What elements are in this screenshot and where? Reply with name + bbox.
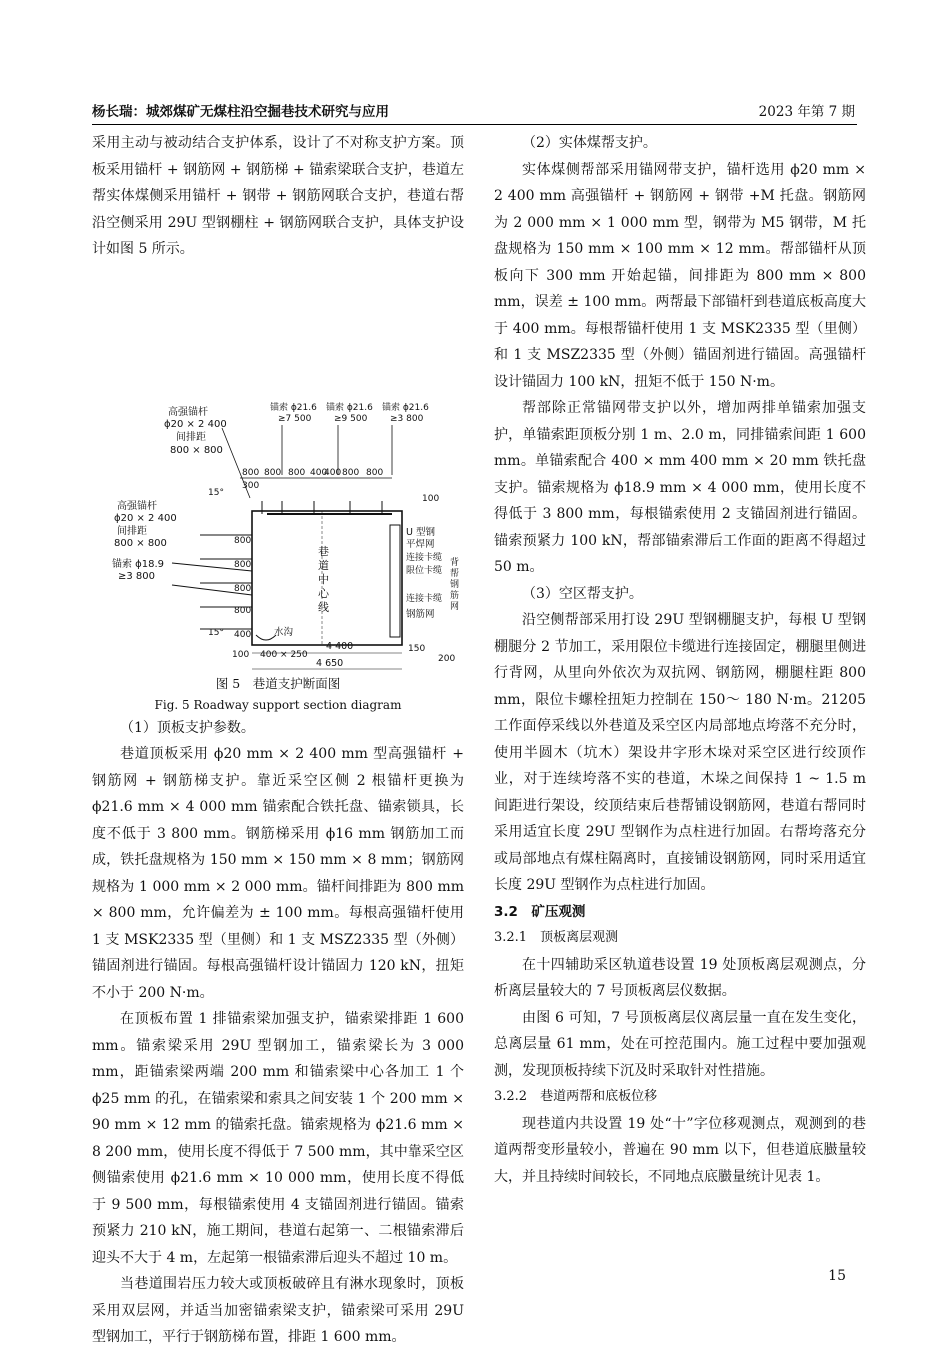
label-side-cable-len: ≥3 800: [118, 570, 156, 582]
label-cable-1: 锚索 ϕ21.6: [270, 402, 317, 413]
label-side-cable: 锚索 ϕ18.9: [112, 558, 165, 570]
dim-top-1: 800: [242, 467, 260, 478]
figure-5: [92, 263, 464, 673]
centerline-5: 线: [318, 600, 329, 614]
paragraph: 在十四辅助采区轨道巷设置 19 处顶板离层观测点，分析离层量较大的 7 号顶板离层仪数据。: [494, 956, 866, 999]
centerline-2: 道: [318, 558, 329, 572]
label-side-spacing: 间排距: [117, 525, 147, 537]
paragraph: 巷道顶板采用 ϕ20 mm × 2 400 mm 型高强锚杆 + 钢筋网 + 钢筋梯支护。靠近采空区侧 2 根锚杆更换为 ϕ21.6 mm × 4 000 mm 锚索配合铁托盘、锚索锁具，长度不低于 3 800 mm。钢筋梯采用 ϕ16 mm 钢筋加工而成，铁托盘规格为 150 mm × 150 mm × 8 mm；钢筋网规格为 1 000 mm × 2 000 mm。锚杆间排距为 800 mm × 800 mm，允许偏差为 ± 100 mm。每根高强锚杆使用 1 支 MSK2335 型（里侧）和 1 支 MSZ2335 型（外侧）锚固剂进行锚固。每根高强锚杆设计锚固力 120 kN，扭矩不小于 200 N·m。: [92, 746, 464, 1001]
running-header-title: 杨长瑞：城郊煤矿无煤柱沿空掘巷技术研究与应用: [92, 104, 389, 120]
label-cable-2-len: ≥9 500: [334, 413, 368, 424]
dim-v800-4: 800: [234, 605, 252, 616]
dim-top-6: 800: [342, 467, 360, 478]
dim-100-bottom: 100: [232, 649, 250, 660]
label-back-5: 网: [450, 601, 460, 612]
label-spacing-value: 800 × 800: [170, 444, 223, 456]
label-angle-bottom: 15°: [208, 627, 224, 638]
page-number: 15: [828, 1268, 846, 1284]
left-column: [92, 130, 464, 1351]
dim-v800-3: 800: [234, 583, 252, 594]
paragraph: 在顶板布置 1 排锚索梁加强支护，锚索梁排距 1 600 mm。锚索梁采用 29U 型钢加工，锚索梁长为 3 000 mm，距锚索梁两端 200 mm 和锚索梁中心各加工 1 个 ϕ25 mm 的孔，在锚索梁和索具之间安装 1 个 200 mm × 90 mm × 12 mm 的锚索托盘。锚索规格为 ϕ21.6 mm × 8 200 mm，使用长度不得低于 7 500 mm，其中靠采空区侧锚索使用 ϕ21.6 mm × 10 000 mm，使用长度不得低于 9 500 mm，每根锚索使用 4 支锚固剂进行锚固。锚索预紧力 210 kN，施工期间，巷道右起第一、二根锚索滞后迎头不大于 4 m，左起第一根锚索滞后迎头不超过 10 m。: [92, 1011, 464, 1266]
section-heading: 3.2 矿压观测: [494, 903, 586, 920]
dim-v800-1: 800: [234, 535, 252, 546]
paragraph: 实体煤侧帮部采用锚网带支护，锚杆选用 ϕ20 mm × 2 400 mm 高强锚杆 + 钢筋网 + 钢带 +M 托盘。钢筋网为 2 000 mm × 1 000 mm 型，钢带为 M5 钢带，M 托盘规格为 150 mm × 100 mm × 12 mm。帮部锚杆从顶板向下 300 mm 开始起锚，间排距为 800 mm × 800 mm，误差 ± 100 mm。两帮最下部锚杆到巷道底板高度大于 400 mm。每根帮锚杆使用 1 支 MSK2335 型（里侧）和 1 支 MSZ2335 型（外侧）锚固剂进行锚固。高强锚杆设计锚固力 100 kN，扭矩不低于 150 N·m。: [494, 161, 866, 390]
label-cable-3: 锚索 ϕ21.6: [382, 402, 429, 413]
label-ditch: 水沟: [274, 626, 294, 638]
running-header-issue: 2023 年第 7 期: [758, 104, 855, 120]
dim-top-2: 800: [264, 467, 282, 478]
label-connect-clamp-1: 连接卡缆: [406, 552, 443, 563]
dim-v400: 400: [234, 629, 252, 640]
centerline-4: 心: [318, 586, 329, 600]
paragraph: 当巷道围岩压力较大或顶板破碎且有淋水现象时，顶板采用双层网，并适当加密锚索梁支护，锚索梁可采用 29U 型钢加工，平行于钢筋梯布置，排距 1 600 mm。: [92, 1276, 464, 1345]
figure-caption-cn: 图 5 巷道支护断面图: [215, 675, 341, 691]
dim-top-5: 400: [324, 467, 342, 478]
label-u-steel: U 型钢: [406, 526, 435, 538]
label-side-spacing-value: 800 × 800: [114, 537, 167, 549]
right-column: [494, 130, 866, 1190]
dim-100-right: 100: [422, 493, 440, 504]
subsection-heading: 3.2.1 顶板离层观测: [494, 930, 619, 945]
label-back-3: 钢: [450, 579, 460, 590]
label-steel-mesh: 钢筋网: [406, 608, 435, 620]
label-connect-clamp-2: 连接卡缆: [406, 593, 443, 604]
dim-300: 300: [242, 480, 260, 491]
label-bolt-spec: ϕ20 × 2 400: [164, 418, 227, 430]
paragraph: 现巷道内共设置 19 处“十”字位移观测点，观测到的巷道两帮变形量较小，普遍在 90 mm 以下，但巷道底臌量较大，并且持续时间较长，不同地点底臌量统计见表 1。: [494, 1115, 866, 1185]
label-side-bolt: 高强锚杆: [117, 500, 157, 512]
subsection-heading: 3.2.2 巷道两帮和底板位移: [494, 1089, 658, 1104]
paragraph: 由图 6 可知，7 号顶板离层仪离层量一直在发生变化，总离层量 61 mm，处在可控范围内。施工过程中要加强观测，发现顶板持续下沉及时采取针对性措施。: [494, 1009, 866, 1079]
label-back-2: 帮: [450, 568, 460, 579]
label-side-bolt-spec: ϕ20 × 2 400: [114, 512, 177, 524]
dim-ditch: 400 × 250: [260, 649, 308, 660]
label-back-1: 背: [450, 557, 460, 568]
list-item-heading: （2）实体煤帮支护。: [522, 135, 657, 151]
dim-4400: 4 400: [326, 640, 354, 652]
list-item-heading: （3）空区帮支护。: [522, 585, 643, 602]
label-cable-3-len: ≥3 800: [390, 413, 424, 424]
figure-caption-en: Fig. 5 Roadway support section diagram: [154, 697, 402, 712]
paragraph: 采用主动与被动结合支护体系，设计了不对称支护方案。顶板采用锚杆 + 钢筋网 + 钢筋梯 + 锚索梁联合支护，巷道左帮实体煤侧采用锚杆 + 钢带 + 钢筋网联合支护，巷道右帮沿空侧采用 29U 型钢棚柱 + 钢筋网联合支护，具体支护设计如图 5 所示。: [92, 135, 464, 257]
centerline-1: 巷: [318, 544, 329, 558]
centerline-3: 中: [318, 572, 329, 586]
dim-top-7: 800: [366, 467, 384, 478]
label-cable-1-len: ≥7 500: [278, 413, 312, 424]
dim-150: 150: [408, 643, 426, 654]
paragraph: 帮部除正常锚网带支护以外，增加两排单锚索加强支护，单锚索距顶板分别 1 m、2.0 m，同排锚索间距 1 600 mm。单锚索配合 400 × mm 400 mm × 20 mm 铁托盘支护。锚索规格为 ϕ18.9 mm × 4 000 mm，使用长度不得低于 3 800 mm，每根锚索使用 2 支锚固剂进行锚固。锚索预紧力 100 kN，帮部锚索滞后工作面的距离不得超过 50 m。: [494, 400, 866, 575]
label-bolt: 高强锚杆: [168, 406, 208, 418]
dim-top-3: 800: [288, 467, 306, 478]
list-item-heading: （1）顶板支护参数。: [120, 719, 255, 736]
dim-4650: 4 650: [316, 657, 344, 669]
label-cable-2: 锚索 ϕ21.6: [326, 402, 373, 413]
label-limit-clamp: 限位卡缆: [406, 565, 443, 576]
label-back-4: 筋: [450, 590, 460, 601]
dim-top-4: 400: [310, 467, 328, 478]
dim-200: 200: [438, 653, 456, 664]
paragraph: 沿空侧帮部采用打设 29U 型钢棚腿支护，每根 U 型钢棚腿分 2 节加工，采用限位卡缆进行连接固定，棚腿里侧进行背网，从里向外依次为双抗网、钢筋网，棚腿柱距 800 mm，限位卡螺栓扭矩力控制在 150～ 180 N·m。21205 工作面停采线以外巷道及采空区内局部地点垮落不充分时，使用半圆木（坑木）架设井字形木垛对采空区进行绞顶作业，对于连续垮落不实的巷道，木垛之间保持 1 ~ 1.5 m 间距进行架设，绞顶结束后巷帮铺设钢筋网，巷道右帮同时采用适宜长度 29U 型钢作为点柱进行加固。右帮垮落充分或局部地点有煤柱隔离时，直接铺设钢筋网，同时采用适宜长度 29U 型钢作为点柱进行加固。: [494, 612, 866, 893]
dim-v800-2: 800: [234, 559, 252, 570]
label-spacing: 间排距: [176, 431, 206, 443]
label-angle-top: 15°: [208, 487, 224, 498]
header-rule: [92, 124, 857, 125]
label-weld-mesh: 平焊网: [406, 538, 435, 550]
